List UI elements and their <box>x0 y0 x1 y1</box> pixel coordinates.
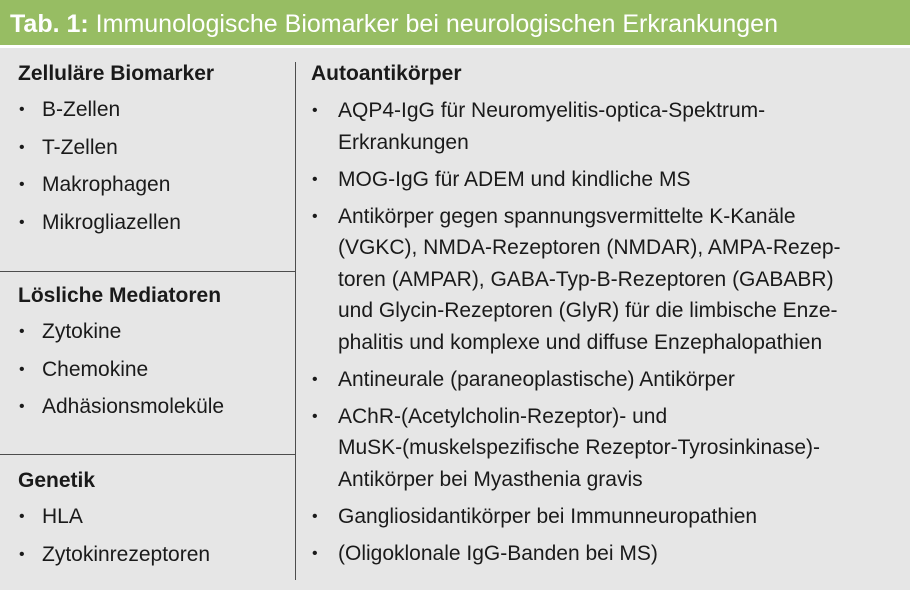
list-item <box>0 536 295 574</box>
bullet-icon: • <box>19 398 25 415</box>
section-heading: Autoantikörper <box>311 62 462 85</box>
bullet-icon: • <box>312 207 318 225</box>
list-item-text: Antineurale (paraneoplastische) Antikörper <box>338 368 735 391</box>
list-item <box>309 364 909 396</box>
column-divider <box>295 62 296 580</box>
list-item <box>309 501 909 533</box>
list-item <box>0 91 295 129</box>
cellular-biomarker-list <box>0 91 295 241</box>
list-item-text: (Oligoklonale IgG-Banden bei MS) <box>338 541 658 565</box>
list-item-text: toren (AMPAR), GABA-Typ-B-Rezeptoren (GABABR) <box>338 267 834 291</box>
list-item-text: und Glycin-Rezeptoren (GlyR) für die limbische Enze- <box>338 299 838 322</box>
list-item <box>0 351 295 389</box>
list-item-text: T-Zellen <box>42 135 118 159</box>
section-heading: Lösliche Mediatoren <box>18 284 222 307</box>
bullet-icon: • <box>19 508 25 525</box>
section-heading: Genetik <box>18 469 96 492</box>
list-item-text: Makrophagen <box>42 173 171 196</box>
autoantibody-list <box>309 95 909 569</box>
list-item-text: AChR-(Acetylcholin-Rezeptor)- und <box>338 404 668 428</box>
list-item-text: Zytokine <box>42 320 122 343</box>
bullet-icon: • <box>19 138 25 156</box>
list-item <box>0 129 295 167</box>
bullet-icon: • <box>312 544 318 562</box>
list-item <box>309 538 909 570</box>
list-item-text: MuSK-(muskelspezifische Rezeptor-Tyrosinkinase)- <box>338 436 820 459</box>
list-item-text: MOG-IgG für ADEM und kindliche MS <box>338 168 691 191</box>
list-item <box>309 401 909 496</box>
list-item-text: AQP4-IgG für Neuromyelitis-optica-Spektrum- <box>338 99 766 122</box>
section-genetics <box>0 464 295 573</box>
list-item-text: Zytokinrezeptoren <box>42 542 211 566</box>
section-heading: Zelluläre Biomarker <box>18 62 215 85</box>
list-item-text: (VGKC), NMDA-Rezeptoren (NMDAR), AMPA-Rezep- <box>338 236 841 259</box>
list-item-text: Gangliosidantikörper bei Immunneuropathien <box>338 505 758 528</box>
list-item <box>0 388 295 426</box>
list-item-text: Erkrankungen <box>338 130 469 154</box>
section-soluble-mediators <box>0 279 295 426</box>
right-column <box>309 51 909 590</box>
list-item-text: B-Zellen <box>42 98 121 121</box>
table-number: Tab. 1: <box>10 10 89 38</box>
list-item-text: Antikörper gegen spannungsvermittelte K-Kanäle <box>338 204 796 228</box>
list-item-text: Mikrogliazellen <box>42 210 181 234</box>
list-item-text: Antikörper bei Myasthenia gravis <box>338 467 643 491</box>
section-autoantibodies <box>309 57 909 574</box>
list-item-text: HLA <box>42 505 83 528</box>
bullet-icon: • <box>312 171 318 188</box>
bullet-icon: • <box>19 323 25 340</box>
bullet-icon: • <box>312 102 318 119</box>
bullet-icon: • <box>312 371 318 388</box>
list-item <box>309 95 909 158</box>
list-item <box>309 201 909 359</box>
table-title-bar <box>0 0 910 48</box>
list-item-text: Adhäsionsmoleküle <box>42 395 225 418</box>
bullet-icon: • <box>19 213 25 231</box>
list-item-text: phalitis und komplexe und diffuse Enzephalopathien <box>338 330 823 354</box>
bullet-icon: • <box>19 101 25 118</box>
list-item <box>0 313 295 351</box>
list-item <box>0 498 295 536</box>
genetics-list <box>0 498 295 573</box>
list-item <box>0 204 295 242</box>
bullet-icon: • <box>19 360 25 378</box>
section-cellular-biomarkers <box>0 57 295 241</box>
soluble-mediator-list <box>0 313 295 426</box>
bullet-icon: • <box>312 407 318 425</box>
table-title: Immunologische Biomarker bei neurologischen Erkrankungen <box>95 10 778 38</box>
section-divider <box>0 454 295 455</box>
list-item <box>0 166 295 204</box>
list-item-text: Chemokine <box>42 357 149 381</box>
section-divider <box>0 271 295 272</box>
list-item <box>309 164 909 196</box>
bullet-icon: • <box>19 545 25 563</box>
bullet-icon: • <box>19 176 25 193</box>
left-column <box>0 51 295 590</box>
bullet-icon: • <box>312 508 318 525</box>
